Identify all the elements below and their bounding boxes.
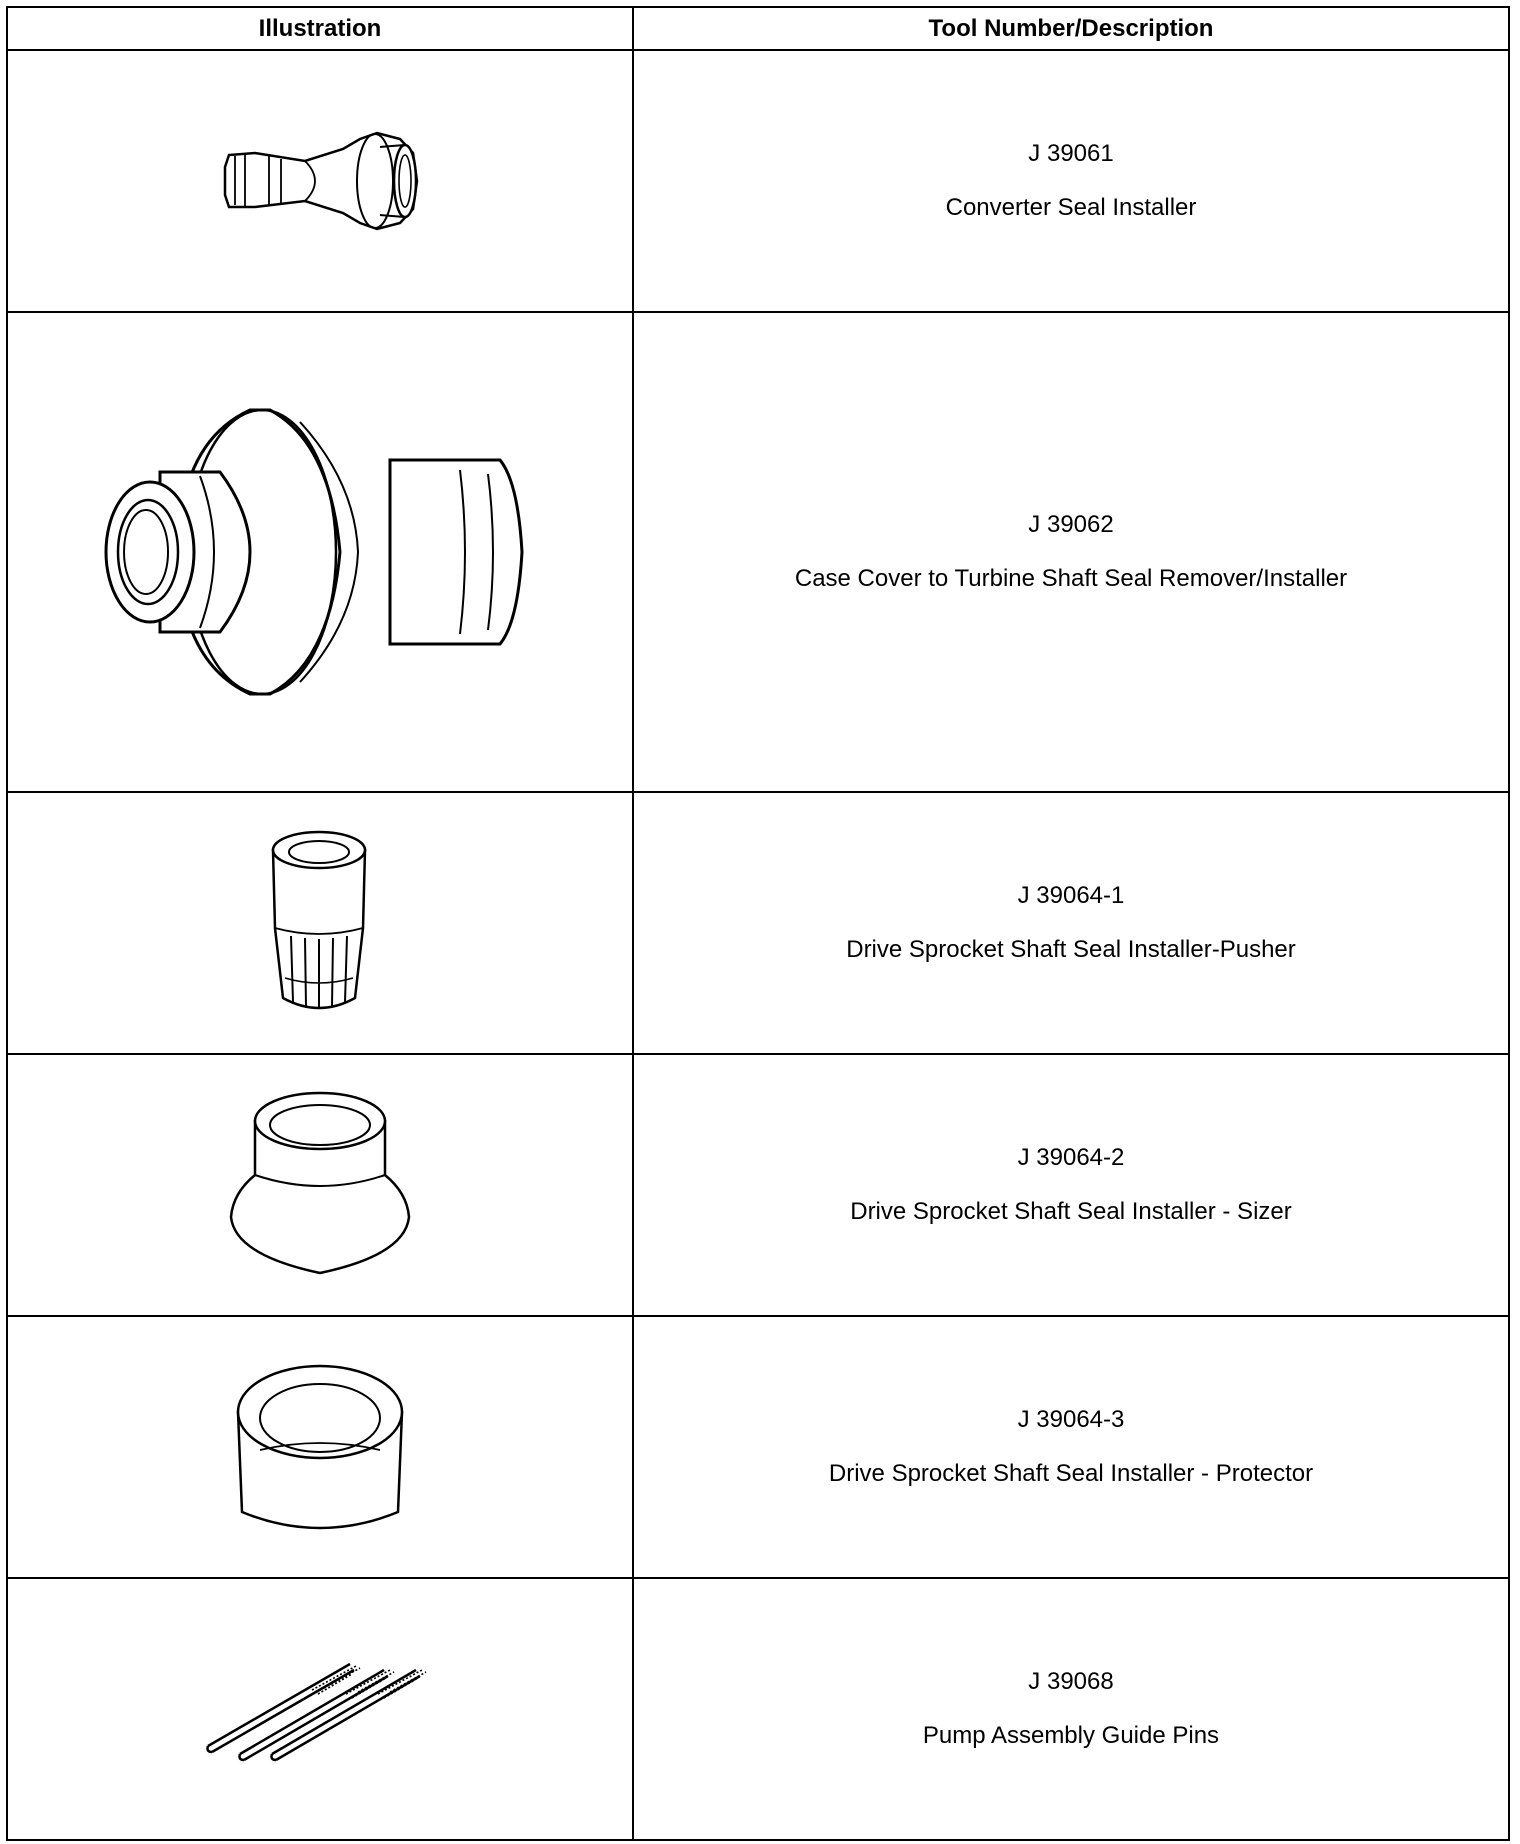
table-row	[7, 1316, 1509, 1578]
header-tool-number-description: Tool Number/Description	[633, 7, 1509, 50]
tool-number: J 39064-3	[1017, 1406, 1125, 1433]
seal-installer-sizer-icon	[225, 1085, 415, 1285]
seal-installer-protector-icon	[230, 1352, 410, 1542]
tool-number: J 39068	[1028, 1668, 1114, 1695]
description-cell	[633, 50, 1509, 312]
tool-number: J 39064-1	[1017, 882, 1125, 909]
tool-table	[6, 6, 1510, 1841]
table-row	[7, 792, 1509, 1054]
guide-pins-icon	[200, 1654, 440, 1764]
description-cell	[633, 792, 1509, 1054]
tool-number: J 39062	[1028, 511, 1114, 538]
tool-description: Pump Assembly Guide Pins	[922, 1722, 1220, 1749]
tool-number: J 39064-2	[1017, 1144, 1125, 1171]
description-cell	[633, 1316, 1509, 1578]
header-row	[7, 7, 1509, 50]
tool-description: Case Cover to Turbine Shaft Seal Remover/Installer	[794, 565, 1348, 592]
illustration-cell	[7, 1054, 633, 1316]
tool-description: Drive Sprocket Shaft Seal Installer-Pusher	[846, 936, 1296, 963]
table-row	[7, 50, 1509, 312]
description-cell	[633, 312, 1509, 792]
illustration-cell	[7, 312, 633, 792]
description-cell	[633, 1054, 1509, 1316]
illustration-cell	[7, 50, 633, 312]
tool-description: Converter Seal Installer	[945, 194, 1197, 221]
seal-installer-pusher-icon	[265, 828, 375, 1018]
table-row	[7, 1054, 1509, 1316]
illustration-cell	[7, 792, 633, 1054]
tool-number: J 39061	[1028, 140, 1114, 167]
tool-description: Drive Sprocket Shaft Seal Installer - Sizer	[850, 1198, 1292, 1225]
table-row	[7, 312, 1509, 792]
case-cover-seal-remover-installer-icon	[100, 402, 540, 702]
converter-seal-installer-icon	[205, 121, 435, 241]
table-row	[7, 1578, 1509, 1840]
illustration-cell	[7, 1578, 633, 1840]
illustration-cell	[7, 1316, 633, 1578]
header-illustration: Illustration	[7, 7, 633, 50]
description-cell	[633, 1578, 1509, 1840]
tool-description: Drive Sprocket Shaft Seal Installer - Protector	[828, 1460, 1314, 1487]
